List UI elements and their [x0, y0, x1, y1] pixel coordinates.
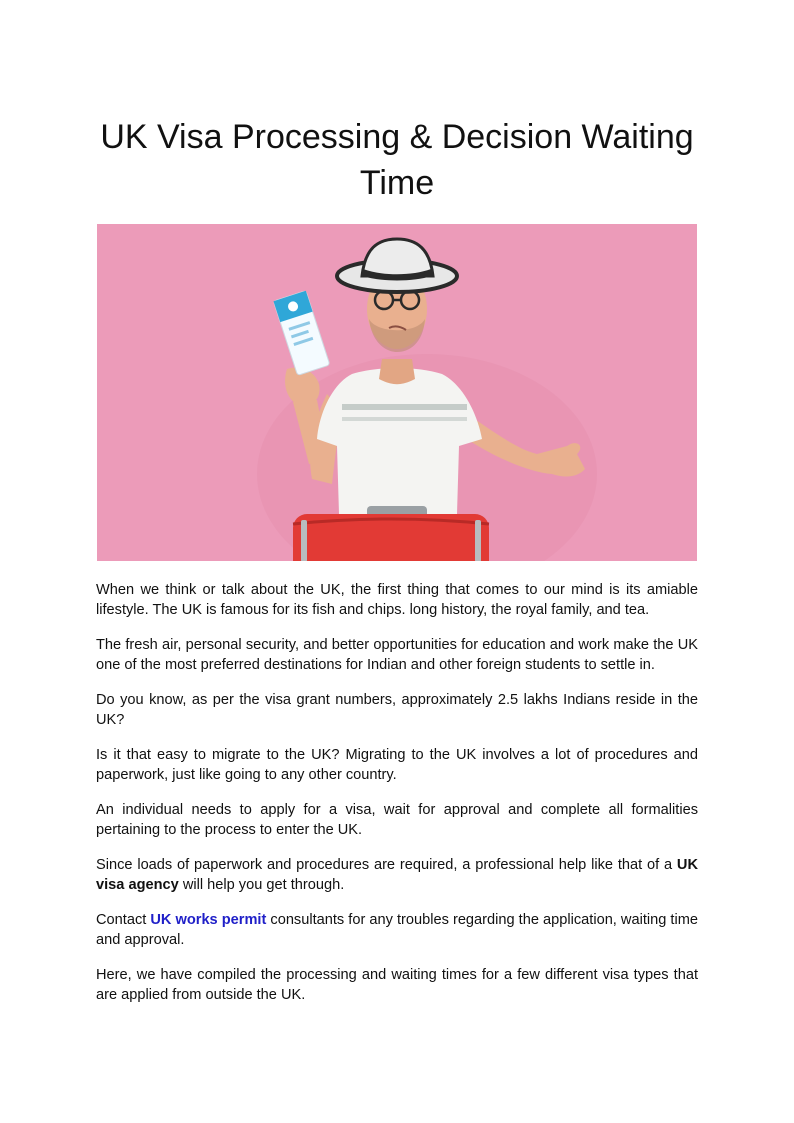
bold-phrase: UK visa agency	[96, 857, 698, 893]
hero-image	[97, 224, 697, 561]
paragraph: An individual needs to apply for a visa, wait for approval and complete all formalities pertaining to the process to enter the UK.	[96, 802, 698, 838]
article-body	[96, 580, 698, 1020]
paragraph-text: Since loads of paperwork and procedures are required, a professional help like that of a	[96, 857, 677, 873]
paragraph	[96, 910, 698, 950]
page-title: UK Visa Processing & Decision Waiting Time	[100, 118, 694, 202]
paragraph	[96, 855, 698, 895]
uk-works-permit-link[interactable]: UK works permit	[150, 912, 267, 928]
paragraph: Is it that easy to migrate to the UK? Migrating to the UK involves a lot of procedures and paperwork, just like going to any other country.	[96, 747, 698, 783]
paragraph-text: consultants for any troubles regarding the application, waiting time and approval.	[96, 912, 698, 948]
paragraph: Do you know, as per the visa grant numbers, approximately 2.5 lakhs Indians reside in the UK?	[96, 692, 698, 728]
paragraph-text: will help you get through.	[178, 877, 345, 893]
paragraph: When we think or talk about the UK, the first thing that comes to our mind is its amiable lifestyle. The UK is famous for its fish and chips. long history, the royal family, and tea.	[96, 582, 698, 618]
paragraph-text: Contact	[96, 912, 151, 928]
man-with-ticket-and-suitcase-image	[97, 224, 697, 561]
paragraph: Here, we have compiled the processing and waiting times for a few different visa types that are applied from outside the UK.	[96, 967, 698, 1003]
paragraph: The fresh air, personal security, and better opportunities for education and work make the UK one of the most preferred destinations for Indian and other foreign students to settle in.	[96, 637, 698, 673]
